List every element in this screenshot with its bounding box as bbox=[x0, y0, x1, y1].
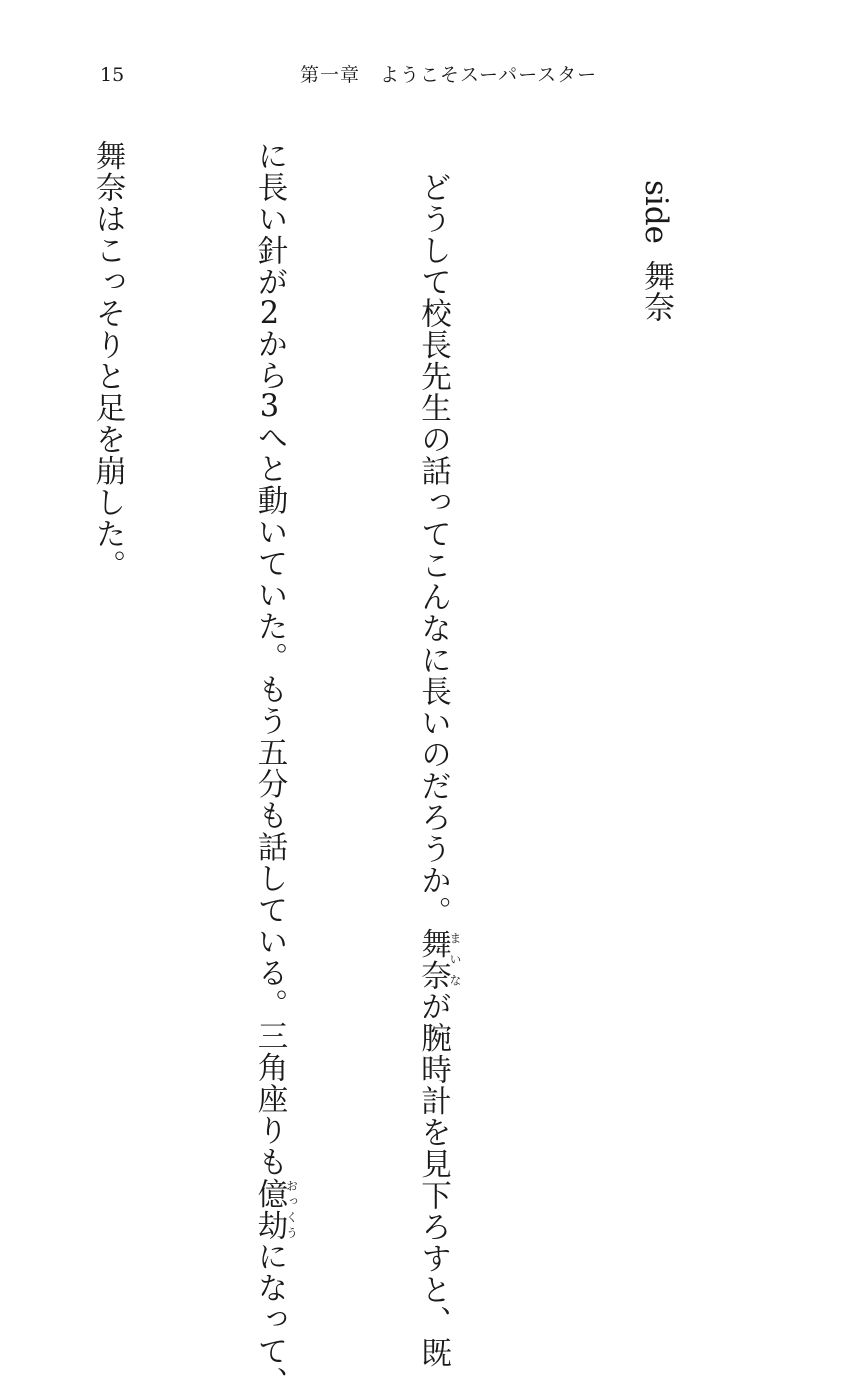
text-line-3: 舞奈はこっそりと足を崩した。 bbox=[90, 140, 125, 581]
page-number: 15 bbox=[100, 64, 125, 86]
text-line-2: に長い針が2から3へと動いていた。もう五分も話している。三角座りも億劫おっくうになって、 bbox=[252, 140, 299, 1398]
section-heading bbox=[638, 180, 674, 323]
ruby-okkuu: 億劫おっくう bbox=[252, 1177, 299, 1241]
section-heading-name: 舞奈 bbox=[638, 260, 674, 323]
text-line-1: どうして校長先生の話ってこんなに長いのだろうか。舞奈まいなが腕時計を見下ろすと、既 bbox=[415, 140, 462, 1369]
body-text bbox=[0, 140, 569, 1398]
running-head: 第一章 ようこそスーパースター bbox=[300, 64, 598, 86]
ruby-maina: 舞奈まいな bbox=[415, 927, 462, 991]
section-heading-side: side bbox=[638, 180, 674, 245]
